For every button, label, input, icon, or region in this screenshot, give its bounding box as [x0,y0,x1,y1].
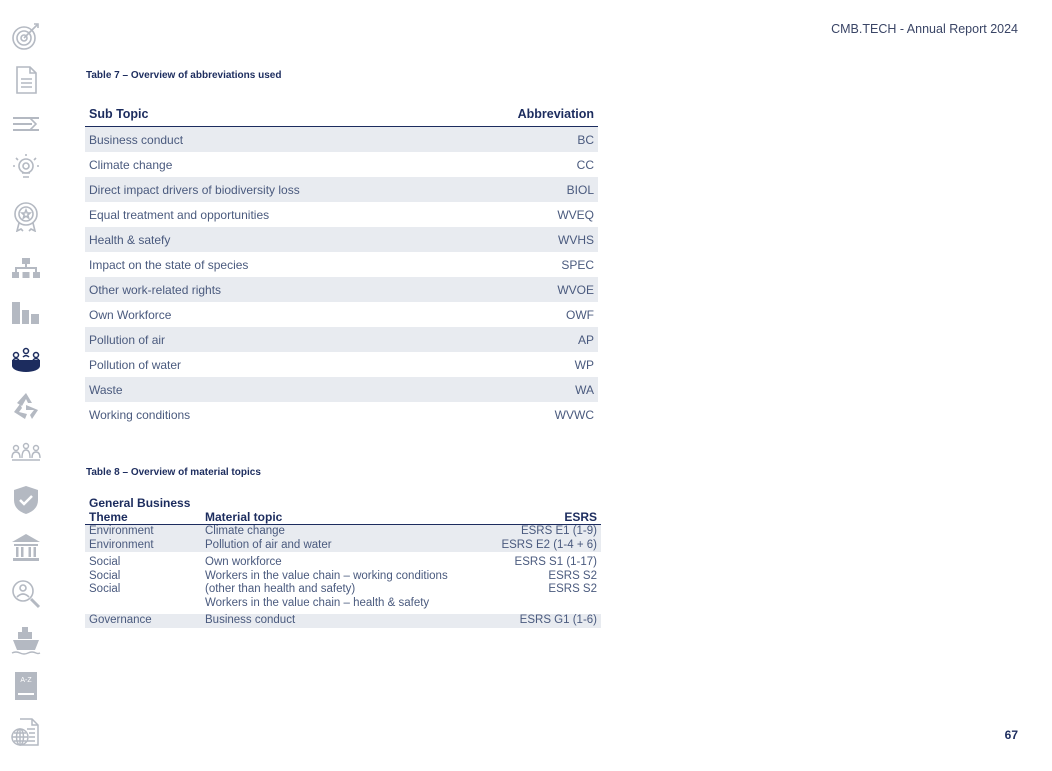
theme-cell [85,597,201,611]
theme-cell: Environment [85,525,201,539]
theme-cell: Social [89,556,121,568]
abbreviation-cell: WP [574,357,594,372]
abbreviation-cell: BIOL [455,177,598,202]
sidebar-nav [0,0,54,771]
col-sub-topic: Sub Topic [85,101,455,127]
esrs-cell: ESRS G1 (1-6) [484,614,601,628]
table8-header-row [85,496,601,525]
sub-topic-cell: Direct impact drivers of biodiversity loss [85,177,455,202]
sub-topic-cell: Other work-related rights [85,277,455,302]
sub-topic-cell: Own Workforce [89,307,172,322]
team-icon[interactable] [10,436,42,468]
table-row [85,539,601,553]
theme-cell: Governance [85,614,201,628]
search-person-icon[interactable] [10,578,42,610]
table-row [85,202,598,227]
a-z-book-icon[interactable] [10,670,42,702]
abbreviation-cell: AP [455,327,598,352]
shield-check-icon[interactable] [10,484,42,516]
esrs-cell: ESRS S2 [548,569,597,582]
table-row [85,556,601,570]
topic-cell: Business conduct [201,614,484,628]
table-row [85,327,598,352]
table-row [85,377,598,402]
table7-header-row [85,101,598,127]
table-row [85,402,598,427]
topic-cell: Climate change [201,525,484,539]
sub-topic-cell: Climate change [89,157,173,172]
esrs-cell: ESRS S2 [548,583,597,595]
table-row [85,227,598,252]
abbreviation-cell: WVOE [455,277,598,302]
table-row [85,583,601,597]
sliders-icon[interactable] [10,108,42,140]
esrs-cell: ESRS E1 (1-9) [484,525,601,539]
award-icon[interactable] [10,200,42,232]
sub-topic-cell: Business conduct [85,127,455,153]
col-material-topic: Material topic [201,496,484,525]
table7-caption: Table 7 – Overview of abbreviations used [86,70,282,81]
theme-cell: Environment [85,539,201,553]
bar-chart-icon[interactable] [10,296,42,328]
table-row [85,570,601,584]
globe-document-icon[interactable] [10,716,42,748]
abbreviation-cell: BC [455,127,598,153]
table-row [85,252,598,277]
target-icon[interactable] [10,20,42,52]
abbreviation-cell: OWF [566,307,594,322]
table-row [85,614,601,628]
topic-cell: Workers in the value chain – working conditions [205,569,448,582]
topic-cell: Own workforce [205,556,282,568]
abbreviation-cell: WVEQ [557,207,594,222]
theme-cell: Social [89,583,121,595]
col-abbreviation: Abbreviation [455,101,598,127]
svg-text:A-Z: A-Z [20,677,32,684]
abbreviation-cell: WA [455,377,598,402]
document-icon[interactable] [10,64,42,96]
topic-cell: Pollution of air and water [201,539,484,553]
sub-topic-cell: Equal treatment and opportunities [89,207,270,222]
recycle-icon[interactable] [10,390,42,422]
table-row [85,152,598,177]
page-number: 67 [1004,728,1018,742]
esrs-cell [484,597,601,611]
sub-topic-cell: Pollution of air [85,327,455,352]
table-row [85,352,598,377]
bank-icon[interactable] [10,532,42,564]
table-row [85,597,601,611]
report-title: CMB.TECH - Annual Report 2024 [831,22,1018,36]
people-group-icon[interactable] [10,343,42,375]
topic-cell: (other than health and safety) [205,583,356,595]
sub-topic-cell: Pollution of water [89,357,182,372]
table8-caption: Table 8 – Overview of material topics [86,467,261,478]
col-theme: General Business Theme [85,496,201,525]
topic-cell: Workers in the value chain – health & safety [205,596,430,609]
sub-topic-cell: Impact on the state of species [89,257,249,272]
sub-topic-cell: Waste [85,377,455,402]
table-row [85,302,598,327]
abbreviation-cell: SPEC [561,257,594,272]
esrs-cell: ESRS S1 (1-17) [514,556,597,568]
sub-topic-cell: Working conditions [89,407,191,422]
abbreviation-cell: WVHS [455,227,598,252]
table-row [85,127,598,153]
esrs-cell: ESRS E2 (1-4 + 6) [484,539,601,553]
abbreviation-cell: WVWC [554,407,594,422]
table-row [85,525,601,539]
material-topics-table [85,496,601,628]
sub-topic-cell: Health & satefy [85,227,455,252]
abbreviation-cell: CC [576,157,594,172]
table-row [85,277,598,302]
ship-icon[interactable] [10,624,42,656]
abbreviations-table [85,101,598,427]
org-chart-icon[interactable] [10,252,42,284]
lightbulb-icon[interactable] [10,152,42,184]
col-esrs: ESRS [484,496,601,525]
theme-cell: Social [89,569,121,582]
table-row [85,177,598,202]
